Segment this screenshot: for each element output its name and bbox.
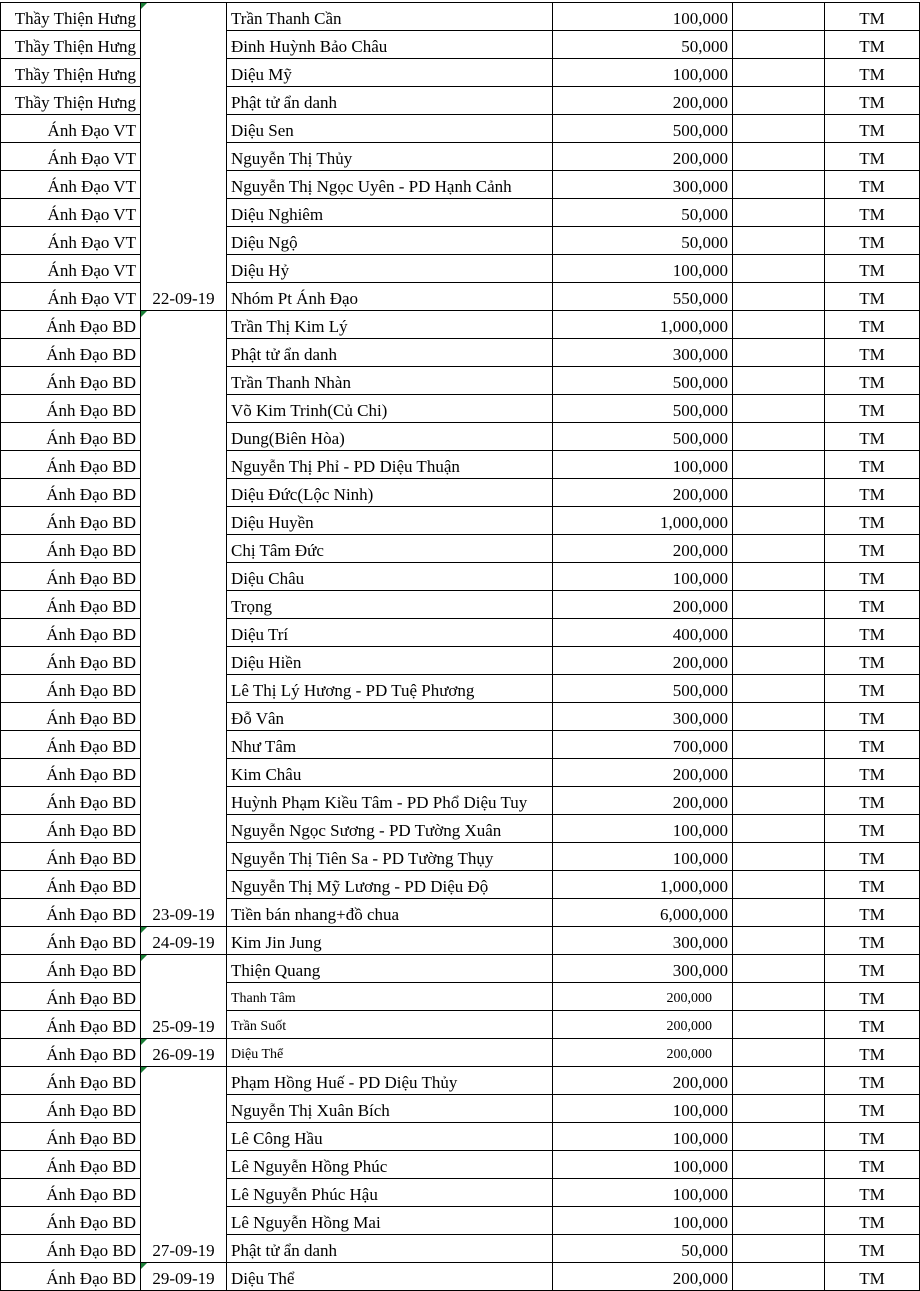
- cell-payment-type[interactable]: TM: [825, 899, 920, 927]
- cell-payment-type[interactable]: TM: [825, 591, 920, 619]
- cell-payment-type[interactable]: TM: [825, 1179, 920, 1207]
- cell-empty[interactable]: [733, 759, 825, 787]
- cell-donor-name[interactable]: Lê Công Hầu: [227, 1123, 553, 1151]
- cell-empty[interactable]: [733, 1179, 825, 1207]
- table-row: [1, 227, 920, 255]
- cell-payment-type[interactable]: TM: [825, 1123, 920, 1151]
- cell-payment-type[interactable]: TM: [825, 451, 920, 479]
- cell-empty[interactable]: [733, 451, 825, 479]
- cell-amount[interactable]: 200,000: [553, 479, 733, 507]
- cell-amount[interactable]: 100,000: [553, 1151, 733, 1179]
- cell-donor-name[interactable]: Diệu Ngộ: [227, 227, 553, 255]
- cell-organization[interactable]: Ánh Đạo VT: [1, 115, 141, 143]
- cell-empty[interactable]: [733, 171, 825, 199]
- cell-amount[interactable]: 200,000: [553, 787, 733, 815]
- cell-organization[interactable]: Ánh Đạo BD: [1, 619, 141, 647]
- cell-payment-type[interactable]: TM: [825, 703, 920, 731]
- cell-donor-name[interactable]: Nguyễn Thị Xuân Bích: [227, 1095, 553, 1123]
- cell-amount[interactable]: 500,000: [553, 395, 733, 423]
- table-row: [1, 451, 920, 479]
- cell-date[interactable]: [141, 955, 227, 1039]
- cell-empty[interactable]: [733, 199, 825, 227]
- table-row: [1, 1095, 920, 1123]
- table-row: [1, 1011, 920, 1039]
- cell-empty[interactable]: [733, 871, 825, 899]
- cell-empty[interactable]: [733, 1095, 825, 1123]
- cell-payment-type[interactable]: TM: [825, 115, 920, 143]
- cell-payment-type[interactable]: TM: [825, 1067, 920, 1095]
- cell-donor-name[interactable]: Diệu Trí: [227, 619, 553, 647]
- cell-empty[interactable]: [733, 395, 825, 423]
- cell-organization[interactable]: Ánh Đạo BD: [1, 955, 141, 983]
- cell-payment-type[interactable]: TM: [825, 507, 920, 535]
- cell-empty[interactable]: [733, 675, 825, 703]
- cell-empty[interactable]: [733, 479, 825, 507]
- comment-indicator-icon: [141, 955, 147, 961]
- cell-donor-name[interactable]: Trần Thị Kim Lý: [227, 311, 553, 339]
- table-row: [1, 871, 920, 899]
- cell-donor-name[interactable]: Diệu Châu: [227, 563, 553, 591]
- date-label: 27-09-19: [152, 1241, 215, 1260]
- cell-organization[interactable]: Ánh Đạo BD: [1, 395, 141, 423]
- cell-donor-name[interactable]: Thanh Tâm: [227, 983, 553, 1011]
- cell-date[interactable]: [141, 1263, 227, 1291]
- cell-payment-type[interactable]: TM: [825, 3, 920, 31]
- cell-empty[interactable]: [733, 423, 825, 451]
- table-row: [1, 731, 920, 759]
- cell-empty[interactable]: [733, 703, 825, 731]
- cell-donor-name[interactable]: Lê Thị Lý Hương - PD Tuệ Phương: [227, 675, 553, 703]
- cell-payment-type[interactable]: TM: [825, 1095, 920, 1123]
- cell-organization[interactable]: Ánh Đạo BD: [1, 1123, 141, 1151]
- cell-amount[interactable]: 100,000: [553, 1123, 733, 1151]
- cell-donor-name[interactable]: Lê Nguyễn Hồng Mai: [227, 1207, 553, 1235]
- cell-payment-type[interactable]: TM: [825, 423, 920, 451]
- cell-organization[interactable]: Ánh Đạo BD: [1, 927, 141, 955]
- cell-empty[interactable]: [733, 1039, 825, 1067]
- cell-payment-type[interactable]: TM: [825, 535, 920, 563]
- cell-amount[interactable]: 300,000: [553, 955, 733, 983]
- cell-date[interactable]: [141, 1067, 227, 1263]
- table-row: [1, 1179, 920, 1207]
- cell-empty[interactable]: [733, 955, 825, 983]
- cell-payment-type[interactable]: TM: [825, 1207, 920, 1235]
- cell-donor-name[interactable]: Phật tử ẩn danh: [227, 87, 553, 115]
- cell-amount[interactable]: 700,000: [553, 731, 733, 759]
- date-label: 26-09-19: [152, 1045, 215, 1064]
- cell-payment-type[interactable]: TM: [825, 983, 920, 1011]
- cell-organization[interactable]: Ánh Đạo BD: [1, 1179, 141, 1207]
- cell-payment-type[interactable]: TM: [825, 619, 920, 647]
- table-row: [1, 675, 920, 703]
- table-row: [1, 955, 920, 983]
- cell-payment-type[interactable]: TM: [825, 1235, 920, 1263]
- cell-donor-name[interactable]: Như Tâm: [227, 731, 553, 759]
- table-row: [1, 311, 920, 339]
- cell-organization[interactable]: Thầy Thiện Hưng: [1, 59, 141, 87]
- cell-date[interactable]: [141, 311, 227, 927]
- comment-indicator-icon: [141, 927, 147, 933]
- cell-amount[interactable]: 200,000: [553, 143, 733, 171]
- cell-empty[interactable]: [733, 899, 825, 927]
- cell-organization[interactable]: Ánh Đạo BD: [1, 1207, 141, 1235]
- cell-payment-type[interactable]: TM: [825, 871, 920, 899]
- cell-amount[interactable]: 100,000: [553, 563, 733, 591]
- cell-organization[interactable]: Ánh Đạo VT: [1, 255, 141, 283]
- table-row: [1, 983, 920, 1011]
- cell-donor-name[interactable]: Kim Jin Jung: [227, 927, 553, 955]
- cell-organization[interactable]: Ánh Đạo BD: [1, 731, 141, 759]
- date-label: 23-09-19: [152, 905, 215, 924]
- cell-payment-type[interactable]: TM: [825, 227, 920, 255]
- cell-organization[interactable]: Ánh Đạo BD: [1, 479, 141, 507]
- cell-organization[interactable]: Ánh Đạo BD: [1, 507, 141, 535]
- cell-donor-name[interactable]: Nguyễn Thị Mỹ Lương - PD Diệu Độ: [227, 871, 553, 899]
- cell-amount[interactable]: 300,000: [553, 171, 733, 199]
- table-row: [1, 255, 920, 283]
- cell-amount[interactable]: 400,000: [553, 619, 733, 647]
- cell-amount[interactable]: 50,000: [553, 199, 733, 227]
- cell-empty[interactable]: [733, 31, 825, 59]
- cell-amount[interactable]: 200,000: [553, 647, 733, 675]
- cell-amount[interactable]: 100,000: [553, 59, 733, 87]
- cell-organization[interactable]: Ánh Đạo VT: [1, 199, 141, 227]
- cell-donor-name[interactable]: Trần Suốt: [227, 1011, 553, 1039]
- cell-empty[interactable]: [733, 927, 825, 955]
- cell-amount[interactable]: 50,000: [553, 1235, 733, 1263]
- cell-amount[interactable]: 300,000: [553, 927, 733, 955]
- cell-donor-name[interactable]: Thiện Quang: [227, 955, 553, 983]
- cell-payment-type[interactable]: TM: [825, 311, 920, 339]
- cell-payment-type[interactable]: TM: [825, 199, 920, 227]
- cell-empty[interactable]: [733, 1151, 825, 1179]
- table-row: [1, 815, 920, 843]
- cell-donor-name[interactable]: Diệu Hỷ: [227, 255, 553, 283]
- cell-empty[interactable]: [733, 143, 825, 171]
- cell-amount[interactable]: 550,000: [553, 283, 733, 311]
- cell-organization[interactable]: Ánh Đạo BD: [1, 591, 141, 619]
- cell-donor-name[interactable]: Chị Tâm Đức: [227, 535, 553, 563]
- cell-amount[interactable]: 200,000: [553, 1067, 733, 1095]
- cell-donor-name[interactable]: Diệu Nghiêm: [227, 199, 553, 227]
- cell-empty[interactable]: [733, 563, 825, 591]
- cell-organization[interactable]: Ánh Đạo BD: [1, 339, 141, 367]
- cell-empty[interactable]: [733, 115, 825, 143]
- cell-payment-type[interactable]: TM: [825, 1011, 920, 1039]
- cell-amount[interactable]: 1,000,000: [553, 871, 733, 899]
- cell-donor-name[interactable]: Diệu Thể: [227, 1263, 553, 1291]
- cell-amount[interactable]: 1,000,000: [553, 507, 733, 535]
- cell-payment-type[interactable]: TM: [825, 59, 920, 87]
- cell-payment-type[interactable]: TM: [825, 1263, 920, 1291]
- cell-organization[interactable]: Thầy Thiện Hưng: [1, 3, 141, 31]
- cell-donor-name[interactable]: Nguyễn Thị Ngọc Uyên - PD Hạnh Cảnh: [227, 171, 553, 199]
- cell-payment-type[interactable]: TM: [825, 339, 920, 367]
- table-row: [1, 199, 920, 227]
- cell-payment-type[interactable]: TM: [825, 927, 920, 955]
- cell-donor-name[interactable]: Trần Thanh Nhàn: [227, 367, 553, 395]
- cell-organization[interactable]: Ánh Đạo VT: [1, 283, 141, 311]
- cell-empty[interactable]: [733, 647, 825, 675]
- cell-empty[interactable]: [733, 591, 825, 619]
- cell-amount[interactable]: 200,000: [553, 759, 733, 787]
- cell-donor-name[interactable]: Nhóm Pt Ánh Đạo: [227, 283, 553, 311]
- cell-organization[interactable]: Ánh Đạo BD: [1, 843, 141, 871]
- cell-donor-name[interactable]: Phật tử ẩn danh: [227, 1235, 553, 1263]
- table-row: [1, 479, 920, 507]
- cell-donor-name[interactable]: Diệu Huyền: [227, 507, 553, 535]
- cell-amount[interactable]: 100,000: [553, 451, 733, 479]
- cell-empty[interactable]: [733, 535, 825, 563]
- cell-empty[interactable]: [733, 619, 825, 647]
- comment-indicator-icon: [141, 311, 147, 317]
- cell-organization[interactable]: Ánh Đạo BD: [1, 647, 141, 675]
- cell-empty[interactable]: [733, 1011, 825, 1039]
- cell-donor-name[interactable]: Nguyễn Ngọc Sương - PD Tường Xuân: [227, 815, 553, 843]
- cell-donor-name[interactable]: Dung(Biên Hòa): [227, 423, 553, 451]
- table-row: [1, 3, 920, 31]
- table-row: [1, 395, 920, 423]
- table-row: [1, 563, 920, 591]
- table-row: [1, 759, 920, 787]
- cell-payment-type[interactable]: TM: [825, 815, 920, 843]
- cell-payment-type[interactable]: TM: [825, 787, 920, 815]
- cell-donor-name[interactable]: Kim Châu: [227, 759, 553, 787]
- cell-organization[interactable]: Ánh Đạo BD: [1, 1151, 141, 1179]
- cell-amount[interactable]: 100,000: [553, 815, 733, 843]
- cell-donor-name[interactable]: Diệu Mỹ: [227, 59, 553, 87]
- cell-donor-name[interactable]: Diệu Sen: [227, 115, 553, 143]
- table-row: [1, 115, 920, 143]
- cell-amount[interactable]: 100,000: [553, 1179, 733, 1207]
- cell-organization[interactable]: Ánh Đạo BD: [1, 759, 141, 787]
- cell-empty[interactable]: [733, 1067, 825, 1095]
- cell-amount[interactable]: 500,000: [553, 423, 733, 451]
- cell-payment-type[interactable]: TM: [825, 395, 920, 423]
- table-row: [1, 283, 920, 311]
- cell-amount[interactable]: 200,000: [553, 591, 733, 619]
- table-row: [1, 59, 920, 87]
- cell-empty[interactable]: [733, 1235, 825, 1263]
- cell-organization[interactable]: Ánh Đạo BD: [1, 311, 141, 339]
- cell-amount[interactable]: 100,000: [553, 843, 733, 871]
- cell-empty[interactable]: [733, 787, 825, 815]
- cell-payment-type[interactable]: TM: [825, 647, 920, 675]
- cell-amount[interactable]: 500,000: [553, 115, 733, 143]
- cell-organization[interactable]: Ánh Đạo BD: [1, 1235, 141, 1263]
- cell-amount[interactable]: 500,000: [553, 367, 733, 395]
- cell-amount[interactable]: 300,000: [553, 339, 733, 367]
- table-row: [1, 843, 920, 871]
- table-row: [1, 423, 920, 451]
- cell-empty[interactable]: [733, 731, 825, 759]
- comment-indicator-icon: [141, 1067, 147, 1073]
- cell-organization[interactable]: Ánh Đạo BD: [1, 423, 141, 451]
- table-row: [1, 1207, 920, 1235]
- cell-payment-type[interactable]: TM: [825, 955, 920, 983]
- cell-payment-type[interactable]: TM: [825, 1151, 920, 1179]
- cell-amount[interactable]: 100,000: [553, 3, 733, 31]
- cell-donor-name[interactable]: Huỳnh Phạm Kiều Tâm - PD Phổ Diệu Tuy: [227, 787, 553, 815]
- date-label: 25-09-19: [152, 1017, 215, 1036]
- cell-payment-type[interactable]: TM: [825, 563, 920, 591]
- cell-amount[interactable]: 50,000: [553, 31, 733, 59]
- cell-amount[interactable]: 300,000: [553, 703, 733, 731]
- cell-payment-type[interactable]: TM: [825, 171, 920, 199]
- cell-payment-type[interactable]: TM: [825, 843, 920, 871]
- cell-empty[interactable]: [733, 87, 825, 115]
- cell-donor-name[interactable]: Nguyễn Thị Thủy: [227, 143, 553, 171]
- date-label: 24-09-19: [152, 933, 215, 952]
- comment-indicator-icon: [141, 1263, 147, 1269]
- cell-empty[interactable]: [733, 1123, 825, 1151]
- cell-organization[interactable]: Ánh Đạo VT: [1, 171, 141, 199]
- cell-organization[interactable]: Ánh Đạo BD: [1, 1067, 141, 1095]
- table-body: [1, 3, 920, 1291]
- cell-payment-type[interactable]: TM: [825, 87, 920, 115]
- cell-empty[interactable]: [733, 59, 825, 87]
- cell-amount[interactable]: 100,000: [553, 1207, 733, 1235]
- cell-payment-type[interactable]: TM: [825, 31, 920, 59]
- table-row: [1, 703, 920, 731]
- table-row: [1, 591, 920, 619]
- table-row: [1, 787, 920, 815]
- cell-empty[interactable]: [733, 843, 825, 871]
- cell-empty[interactable]: [733, 367, 825, 395]
- cell-donor-name[interactable]: Võ Kim Trinh(Củ Chi): [227, 395, 553, 423]
- cell-donor-name[interactable]: Phạm Hồng Huế - PD Diệu Thủy: [227, 1067, 553, 1095]
- cell-organization[interactable]: Ánh Đạo BD: [1, 787, 141, 815]
- cell-donor-name[interactable]: Trần Thanh Cần: [227, 3, 553, 31]
- cell-date[interactable]: [141, 3, 227, 311]
- cell-amount[interactable]: 200,000: [553, 87, 733, 115]
- cell-amount[interactable]: 200,000: [553, 1039, 733, 1067]
- cell-donor-name[interactable]: Diệu Hiền: [227, 647, 553, 675]
- cell-amount[interactable]: 200,000: [553, 1263, 733, 1291]
- cell-organization[interactable]: Ánh Đạo BD: [1, 899, 141, 927]
- cell-payment-type[interactable]: TM: [825, 759, 920, 787]
- table-row: [1, 899, 920, 927]
- cell-payment-type[interactable]: TM: [825, 367, 920, 395]
- cell-organization[interactable]: Ánh Đạo BD: [1, 815, 141, 843]
- table-row: [1, 535, 920, 563]
- cell-empty[interactable]: [733, 283, 825, 311]
- cell-empty[interactable]: [733, 3, 825, 31]
- cell-date[interactable]: [141, 1039, 227, 1067]
- table-row: [1, 507, 920, 535]
- date-label: 29-09-19: [152, 1269, 215, 1288]
- cell-amount[interactable]: 6,000,000: [553, 899, 733, 927]
- cell-empty[interactable]: [733, 507, 825, 535]
- cell-amount[interactable]: 100,000: [553, 255, 733, 283]
- table-row: [1, 87, 920, 115]
- cell-organization[interactable]: Ánh Đạo BD: [1, 871, 141, 899]
- cell-donor-name[interactable]: Nguyễn Thị Tiên Sa - PD Tường Thụy: [227, 843, 553, 871]
- date-label: 22-09-19: [152, 289, 215, 308]
- cell-organization[interactable]: Ánh Đạo VT: [1, 227, 141, 255]
- cell-payment-type[interactable]: TM: [825, 731, 920, 759]
- table-row: [1, 143, 920, 171]
- cell-donor-name[interactable]: Nguyễn Thị Phỉ - PD Diệu Thuận: [227, 451, 553, 479]
- cell-organization[interactable]: Ánh Đạo BD: [1, 703, 141, 731]
- cell-payment-type[interactable]: TM: [825, 1039, 920, 1067]
- cell-organization[interactable]: Ánh Đạo BD: [1, 451, 141, 479]
- cell-donor-name[interactable]: Đinh Huỳnh Bảo Châu: [227, 31, 553, 59]
- cell-organization[interactable]: Ánh Đạo BD: [1, 983, 141, 1011]
- table-row: [1, 927, 920, 955]
- cell-payment-type[interactable]: TM: [825, 143, 920, 171]
- donation-table: [0, 2, 920, 1291]
- cell-empty[interactable]: [733, 227, 825, 255]
- cell-donor-name[interactable]: Diệu Đức(Lộc Ninh): [227, 479, 553, 507]
- cell-donor-name[interactable]: Diệu Thể: [227, 1039, 553, 1067]
- cell-amount[interactable]: 1,000,000: [553, 311, 733, 339]
- table-row: [1, 1039, 920, 1067]
- cell-empty[interactable]: [733, 339, 825, 367]
- cell-empty[interactable]: [733, 1263, 825, 1291]
- cell-amount[interactable]: 200,000: [553, 983, 733, 1011]
- table-row: [1, 339, 920, 367]
- cell-organization[interactable]: Ánh Đạo VT: [1, 143, 141, 171]
- cell-amount[interactable]: 50,000: [553, 227, 733, 255]
- cell-amount[interactable]: 200,000: [553, 1011, 733, 1039]
- cell-donor-name[interactable]: Phật tử ẩn danh: [227, 339, 553, 367]
- cell-organization[interactable]: Ánh Đạo BD: [1, 1011, 141, 1039]
- cell-payment-type[interactable]: TM: [825, 675, 920, 703]
- cell-organization[interactable]: Ánh Đạo BD: [1, 1095, 141, 1123]
- cell-donor-name[interactable]: Tiền bán nhang+đồ chua: [227, 899, 553, 927]
- cell-donor-name[interactable]: Trọng: [227, 591, 553, 619]
- cell-organization[interactable]: Thầy Thiện Hưng: [1, 87, 141, 115]
- table-row: [1, 367, 920, 395]
- cell-date[interactable]: [141, 927, 227, 955]
- cell-empty[interactable]: [733, 983, 825, 1011]
- cell-organization[interactable]: Ánh Đạo BD: [1, 1039, 141, 1067]
- cell-empty[interactable]: [733, 815, 825, 843]
- comment-indicator-icon: [141, 1039, 147, 1045]
- table-row: [1, 1263, 920, 1291]
- cell-empty[interactable]: [733, 255, 825, 283]
- table-row: [1, 1235, 920, 1263]
- table-row: [1, 31, 920, 59]
- cell-organization[interactable]: Ánh Đạo BD: [1, 1263, 141, 1291]
- table-row: [1, 1123, 920, 1151]
- cell-payment-type[interactable]: TM: [825, 283, 920, 311]
- table-row: [1, 1151, 920, 1179]
- table-row: [1, 171, 920, 199]
- cell-donor-name[interactable]: Đỗ Vân: [227, 703, 553, 731]
- cell-organization[interactable]: Thầy Thiện Hưng: [1, 31, 141, 59]
- cell-empty[interactable]: [733, 1207, 825, 1235]
- table-row: [1, 647, 920, 675]
- comment-indicator-icon: [141, 3, 147, 9]
- cell-donor-name[interactable]: Lê Nguyễn Hồng Phúc: [227, 1151, 553, 1179]
- cell-payment-type[interactable]: TM: [825, 479, 920, 507]
- cell-empty[interactable]: [733, 311, 825, 339]
- cell-payment-type[interactable]: TM: [825, 255, 920, 283]
- cell-amount[interactable]: 200,000: [553, 535, 733, 563]
- cell-amount[interactable]: 100,000: [553, 1095, 733, 1123]
- cell-organization[interactable]: Ánh Đạo BD: [1, 563, 141, 591]
- table-row: [1, 1067, 920, 1095]
- cell-organization[interactable]: Ánh Đạo BD: [1, 367, 141, 395]
- table-row: [1, 619, 920, 647]
- cell-donor-name[interactable]: Lê Nguyễn Phúc Hậu: [227, 1179, 553, 1207]
- cell-organization[interactable]: Ánh Đạo BD: [1, 675, 141, 703]
- cell-organization[interactable]: Ánh Đạo BD: [1, 535, 141, 563]
- cell-amount[interactable]: 500,000: [553, 675, 733, 703]
